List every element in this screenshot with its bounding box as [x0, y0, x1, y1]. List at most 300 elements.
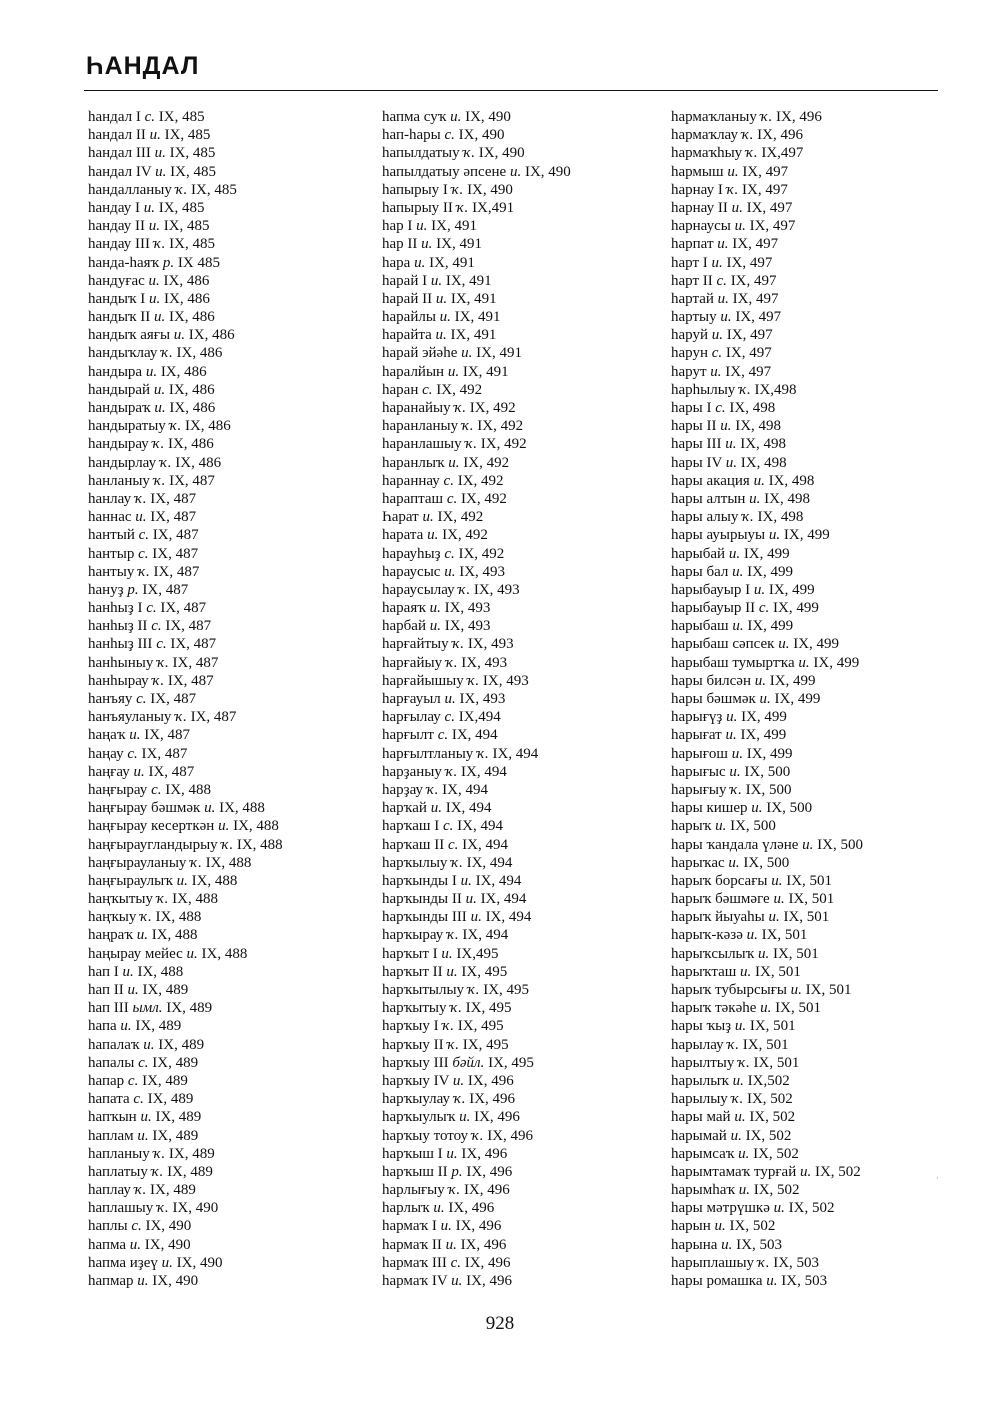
entry-headword: һандау III	[88, 236, 150, 253]
index-entry	[671, 181, 971, 199]
entry-headword: һарай I	[382, 272, 428, 289]
index-entry	[382, 745, 682, 763]
entry-pos: ҡ.	[730, 781, 742, 798]
index-entry	[382, 399, 682, 417]
entry-pos: и.	[726, 709, 738, 726]
entry-reference: IX, 494	[462, 854, 513, 871]
entry-pos: ҡ.	[157, 1200, 169, 1217]
index-entry	[382, 708, 682, 726]
entry-headword: һарҡаш I	[382, 818, 440, 835]
entry-pos: и.	[461, 345, 473, 362]
index-entry	[382, 1054, 682, 1072]
entry-headword: һарауһыҙ	[382, 545, 441, 562]
entry-headword: һантыр	[88, 545, 135, 562]
index-entry	[671, 690, 971, 708]
entry-reference: IX, 490	[461, 109, 511, 125]
entry-headword: һарыбай	[671, 545, 726, 562]
entry-pos: ҡ.	[731, 1091, 744, 1108]
entry-pos: ҡ.	[153, 236, 166, 253]
entry-reference: IX, 492	[453, 472, 504, 489]
entry-headword: һараусыс	[382, 563, 441, 580]
entry-headword: һандыҡ II	[88, 309, 151, 326]
index-entry	[88, 926, 388, 944]
entry-headword: һары кишер	[671, 800, 748, 817]
entry-headword: һары ромашка	[671, 1273, 763, 1289]
index-entry	[88, 890, 388, 908]
entry-headword: һарайлы	[382, 309, 436, 326]
entry-reference: IX, 499	[743, 618, 794, 635]
entry-pos: ҡ.	[458, 581, 471, 598]
entry-reference: IX, 487	[149, 527, 199, 544]
index-entry	[88, 1072, 388, 1090]
entry-reference: IX, 490	[168, 1200, 219, 1217]
index-entry	[671, 435, 971, 453]
index-entry	[671, 363, 971, 381]
entry-headword: һарғылау	[382, 709, 441, 726]
entry-pos: ҡ.	[465, 436, 478, 453]
entry-reference: IX, 490	[148, 1273, 199, 1289]
index-entry	[88, 1163, 388, 1181]
entry-reference: IX, 487	[166, 636, 217, 653]
index-entry	[88, 435, 388, 453]
entry-headword: һары акация	[671, 472, 750, 489]
entry-headword: һаннас	[88, 509, 132, 526]
entry-pos: и.	[768, 909, 780, 926]
entry-pos: и.	[710, 363, 722, 380]
entry-pos: с.	[443, 472, 454, 489]
entry-pos: с.	[156, 636, 167, 653]
entry-pos: ҡ.	[448, 1182, 461, 1199]
entry-reference: IX, 499	[743, 563, 793, 580]
index-entry	[671, 126, 971, 144]
index-entry	[671, 1236, 971, 1254]
entry-headword: һапҡын	[88, 1109, 137, 1126]
entry-pos: и.	[727, 163, 739, 180]
entry-reference: IX,495	[452, 945, 499, 962]
index-entry	[382, 1254, 682, 1272]
entry-headword: һанһыҙ III	[88, 636, 153, 653]
index-entry	[382, 1090, 682, 1108]
entry-reference: IX, 494	[457, 763, 507, 780]
index-entry	[88, 199, 388, 217]
entry-reference: IX, 492	[466, 400, 516, 416]
entry-pos: и.	[149, 127, 161, 144]
entry-pos: и.	[433, 1200, 445, 1217]
entry-headword: һары бәшмәк	[671, 691, 756, 707]
entry-headword: һарыҡ	[671, 818, 712, 835]
index-entry	[88, 690, 388, 708]
entry-headword: һаңғыраугландырыу	[88, 836, 218, 853]
entry-headword: һанһыныу	[88, 654, 154, 671]
index-entry	[88, 308, 388, 326]
index-entry	[382, 454, 682, 472]
index-entry	[382, 981, 682, 999]
entry-pos: ҡ.	[426, 781, 439, 798]
entry-headword: һапма иҙеү	[88, 1254, 158, 1271]
entry-pos: и.	[153, 381, 166, 398]
entry-reference: IX, 488	[187, 872, 238, 889]
entry-headword: һарымсаҡ	[671, 1145, 735, 1162]
index-entry	[671, 1017, 971, 1035]
index-entry	[88, 126, 388, 144]
entry-headword: һарут	[671, 363, 707, 380]
index-entry	[88, 363, 388, 381]
entry-headword: һарығыс	[671, 763, 726, 780]
entry-headword: һап-һары	[382, 127, 441, 144]
entry-pos: и.	[444, 691, 456, 707]
entry-pos: и.	[759, 691, 771, 707]
entry-pos: и.	[148, 218, 160, 235]
entry-reference: IX, 501	[757, 927, 808, 944]
index-entry	[88, 1181, 388, 1199]
entry-pos: ҡ.	[161, 345, 173, 362]
entry-pos: и.	[731, 745, 743, 762]
index-entry	[382, 635, 682, 653]
entry-reference: IX, 489	[138, 1072, 188, 1089]
entry-headword: һарыҡташ	[671, 963, 737, 980]
entry-reference: IX, 492	[454, 545, 505, 562]
entry-headword: һар I	[382, 218, 413, 235]
index-entry	[671, 526, 971, 544]
index-entry	[382, 1217, 682, 1235]
entry-headword: һарҡай	[382, 800, 427, 817]
entry-headword: һаңҡытыу	[88, 891, 153, 908]
entry-headword: һарҡаш II	[382, 836, 445, 853]
entry-reference: IX, 501	[751, 963, 801, 980]
entry-headword: һаранлыҡ	[382, 454, 445, 471]
entry-headword: һарҡыулау	[382, 1091, 451, 1108]
entry-pos: и.	[734, 1109, 746, 1126]
entry-headword: һандал IV	[88, 163, 152, 180]
entry-reference: IX, 495	[454, 1018, 504, 1035]
entry-headword: һапалаҡ	[88, 1036, 140, 1053]
entry-pos: и.	[153, 309, 166, 326]
entry-headword: һармаҡланыу	[671, 109, 757, 125]
entry-reference: IX, 502	[745, 1109, 796, 1126]
entry-pos: ҡ.	[134, 1182, 147, 1199]
index-entry	[88, 945, 388, 963]
entry-reference: IX, 493	[470, 581, 520, 598]
entry-reference: IX, 501	[769, 945, 819, 962]
entry-reference: IX, 489	[143, 1091, 194, 1108]
index-entry	[671, 781, 971, 799]
entry-pos: р.	[127, 581, 139, 598]
entry-reference: IX, 503	[777, 1273, 828, 1289]
entry-reference: IX, 496	[456, 1236, 507, 1253]
index-entry	[382, 690, 682, 708]
entry-reference: IX,491	[468, 199, 515, 216]
entry-reference: IX, 486	[165, 400, 216, 416]
entry-reference: IX, 485	[166, 163, 216, 180]
entry-pos: ҡ.	[134, 490, 147, 507]
entry-reference: IX, 485	[160, 127, 211, 144]
entry-headword: һантыу	[88, 563, 135, 580]
index-entry	[88, 1272, 388, 1290]
entry-pos: с.	[444, 545, 455, 562]
entry-headword: һарымай	[671, 1127, 727, 1144]
entry-reference: IX, 496	[444, 1200, 495, 1217]
entry-pos: и.	[799, 1163, 812, 1180]
index-entry	[671, 599, 971, 617]
entry-reference: IX, 496	[465, 1091, 516, 1108]
index-entry	[88, 163, 388, 181]
entry-headword: һаран	[382, 381, 419, 398]
entry-headword: һары алтын	[671, 490, 746, 507]
entry-reference: IX,502	[743, 1072, 790, 1089]
entry-pos: с.	[447, 836, 459, 853]
entry-reference: IX, 496	[457, 1145, 508, 1162]
entry-headword: һарыбаш сәпсек	[671, 636, 775, 653]
index-entry	[88, 290, 388, 308]
entry-headword: һанъяу	[88, 691, 133, 707]
entry-pos: и.	[427, 527, 439, 544]
entry-headword: һарнаусы	[671, 218, 731, 235]
stray-mark: ·	[936, 1174, 939, 1183]
index-entry	[671, 708, 971, 726]
entry-headword: һарыҡ-кәзә	[671, 927, 743, 944]
entry-headword: һаранлашыу	[382, 436, 462, 453]
entry-headword: һармаҡлау	[671, 127, 738, 144]
entry-reference: IX, 489	[151, 1109, 202, 1126]
entry-reference: IX, 491	[432, 236, 482, 253]
entry-pos: и.	[154, 400, 166, 416]
index-entry	[671, 817, 971, 835]
entry-headword: һарай II	[382, 290, 433, 307]
entry-headword: һарай эйәһе	[382, 345, 458, 362]
entry-headword: һарҡынды II	[382, 891, 462, 908]
index-entry	[382, 344, 682, 362]
entry-headword: һанланыу	[88, 472, 150, 489]
entry-headword: һарғауыл	[382, 691, 441, 707]
entry-reference: IX, 497	[721, 363, 772, 380]
index-entry	[88, 1090, 388, 1108]
entry-headword: һарҡынды I	[382, 872, 457, 889]
entry-headword: һаралйын	[382, 363, 445, 380]
entry-pos: с.	[133, 1091, 144, 1108]
index-entry	[671, 417, 971, 435]
entry-reference: IX, 502	[725, 1218, 776, 1235]
index-entry	[382, 1017, 682, 1035]
index-entry	[671, 1272, 971, 1290]
entry-headword: һаңғырау	[88, 781, 148, 798]
entry-pos: и.	[414, 254, 426, 271]
entry-headword: һарҡыу III	[382, 1054, 449, 1071]
entry-pos: ҡ.	[138, 563, 150, 580]
entry-headword: һары III	[671, 436, 722, 453]
entry-headword: һарымһаҡ	[671, 1182, 735, 1199]
entry-reference: IX, 494	[481, 909, 532, 926]
entry-reference: IX, 503	[769, 1254, 820, 1271]
entry-headword: һарт I	[671, 254, 708, 271]
index-entry	[382, 435, 682, 453]
index-entry	[88, 726, 388, 744]
entry-reference: IX, 500	[726, 818, 776, 835]
entry-headword: һармаҡ I	[382, 1218, 437, 1235]
entry-headword: һары ауырыуы	[671, 527, 766, 544]
index-entry	[671, 472, 971, 490]
entry-pos: и.	[135, 509, 147, 526]
entry-headword: һарыҡ йыуаһы	[671, 909, 765, 926]
running-header: ҺАНДАЛ	[86, 52, 200, 80]
entry-headword: һармаҡһыу	[671, 145, 743, 162]
entry-pos: с.	[444, 709, 455, 726]
entry-pos: и.	[760, 1000, 772, 1017]
index-entry	[382, 254, 682, 272]
entry-headword: һарҡыт I	[382, 945, 438, 962]
entry-headword: һары IV	[671, 454, 723, 471]
index-entry	[382, 235, 682, 253]
entry-headword: һандыратыу	[88, 418, 166, 435]
entry-headword: һармыш	[671, 163, 724, 180]
index-entry	[88, 1036, 388, 1054]
entry-pos: и.	[509, 163, 522, 180]
entry-headword: һаңғырау кесерткән	[88, 818, 215, 835]
entry-reference: IX, 485	[187, 181, 237, 198]
index-entry	[671, 1145, 971, 1163]
index-entry	[671, 926, 971, 944]
index-entry	[671, 290, 971, 308]
index-entry	[671, 399, 971, 417]
entry-pos: и.	[460, 872, 472, 889]
index-entry	[671, 981, 971, 999]
index-entry	[88, 581, 388, 599]
entry-reference: IX, 500	[741, 781, 792, 798]
index-entry	[382, 545, 682, 563]
entry-reference: IX, 486	[171, 454, 222, 471]
index-entry	[88, 144, 388, 162]
entry-reference: IX, 486	[157, 363, 207, 380]
entry-pos: с.	[437, 727, 449, 744]
entry-reference: IX, 493	[479, 672, 529, 689]
index-entry	[88, 545, 388, 563]
entry-headword: һапмар	[88, 1273, 134, 1289]
entry-pos: и.	[751, 800, 763, 817]
entry-reference: IX, 495	[459, 1036, 509, 1053]
entry-headword: һанда-һаяҡ	[88, 254, 160, 271]
entry-reference: IX, 494	[471, 872, 522, 889]
entry-reference: IX, 489	[131, 1018, 182, 1035]
entry-pos: и.	[444, 563, 456, 580]
entry-headword: һаңраҡ	[88, 927, 133, 944]
index-entry	[382, 763, 682, 781]
entry-headword: һаранланыу	[382, 418, 459, 435]
index-entry	[88, 254, 388, 272]
entry-headword: һарлыҡ	[382, 1200, 430, 1217]
entry-pos: и.	[711, 327, 723, 344]
entry-pos: и.	[720, 418, 732, 435]
entry-reference: IX, 486	[164, 436, 214, 453]
entry-headword: һарбай	[382, 618, 426, 635]
entry-headword: һаплау	[88, 1182, 131, 1199]
index-entry	[88, 763, 388, 781]
entry-reference: IX, 487	[140, 727, 191, 744]
index-entry	[382, 1236, 682, 1254]
entry-headword: һаплам	[88, 1127, 134, 1144]
entry-headword: һапма	[88, 1236, 127, 1253]
entry-headword: һарығүҙ	[671, 709, 723, 726]
entry-pos: и.	[753, 581, 766, 598]
entry-reference: IX, 497	[728, 236, 779, 253]
index-entry	[671, 217, 971, 235]
entry-reference: IX, 487	[149, 563, 200, 580]
index-entry	[382, 508, 682, 526]
entry-pos: с.	[716, 272, 727, 289]
entry-headword: һармаҡ IV	[382, 1273, 448, 1289]
index-entry	[671, 908, 971, 926]
entry-pos: ымл.	[132, 1000, 163, 1017]
entry-headword: һармаҡ II	[382, 1236, 442, 1253]
index-entry	[88, 617, 388, 635]
index-entry	[671, 344, 971, 362]
entry-reference: IX, 493	[457, 654, 508, 671]
entry-reference: IX, 499	[780, 527, 830, 544]
entry-headword: һапма суҡ	[382, 109, 447, 125]
entry-pos: и.	[720, 309, 732, 326]
header-rule	[84, 90, 938, 91]
entry-headword: һаплы	[88, 1218, 128, 1235]
index-entry	[671, 854, 971, 872]
entry-reference: IX, 497	[723, 327, 773, 344]
entry-pos: и.	[441, 945, 453, 962]
index-entry	[671, 545, 971, 563]
entry-reference: IX, 500	[813, 836, 863, 853]
entry-pos: и.	[422, 509, 434, 526]
index-entry	[671, 1254, 971, 1272]
entry-reference: IX, 488	[215, 800, 265, 817]
entry-headword: һарыҡ бәшмәге	[671, 891, 770, 908]
entry-pos: и.	[430, 272, 443, 289]
entry-reference: IX, 495	[461, 1000, 512, 1017]
entry-headword: һараннау	[382, 472, 440, 489]
entry-headword: һары I	[671, 400, 712, 416]
entry-reference: IX, 501	[801, 982, 852, 998]
entry-pos: ҡ.	[159, 454, 172, 471]
entry-pos: с.	[146, 600, 157, 617]
entry-reference: IX, 486	[165, 381, 215, 398]
entry-pos: с.	[444, 127, 455, 144]
entry-pos: и.	[155, 163, 167, 180]
entry-headword: һандырай	[88, 381, 151, 398]
index-entry	[88, 508, 388, 526]
entry-headword: һарғайышыу	[382, 672, 464, 689]
entry-headword: һарлығыу	[382, 1182, 445, 1199]
entry-headword: һары ҡандала үләне	[671, 836, 799, 853]
entry-headword: һарҡылыу	[382, 854, 448, 871]
index-entry	[88, 1217, 388, 1235]
entry-headword: һарыҡ борсағы	[671, 872, 768, 889]
entry-pos: и.	[186, 945, 198, 962]
index-entry	[671, 1127, 971, 1145]
entry-reference: IX, 492	[473, 418, 524, 435]
entry-pos: ҡ.	[726, 181, 739, 198]
index-entry	[671, 799, 971, 817]
index-entry	[382, 217, 682, 235]
entry-headword: һары алыу	[671, 509, 739, 526]
entry-reference: IX, 502	[749, 1182, 800, 1199]
entry-pos: ҡ.	[477, 745, 489, 762]
entry-reference: IX, 502	[741, 1127, 792, 1144]
entry-pos: и.	[129, 1236, 142, 1253]
page-number: 928	[485, 1313, 515, 1334]
entry-pos: ҡ.	[463, 145, 476, 162]
entry-reference: IX, 491	[442, 272, 492, 289]
entry-headword: һарун	[671, 345, 708, 362]
entry-headword: һарҡыулыҡ	[382, 1109, 456, 1126]
entry-headword: һарылыу	[671, 1091, 728, 1108]
entry-headword: һандырлау	[88, 454, 157, 471]
entry-reference: IX, 491	[450, 309, 501, 326]
entry-headword: һараяҡ	[382, 600, 426, 617]
